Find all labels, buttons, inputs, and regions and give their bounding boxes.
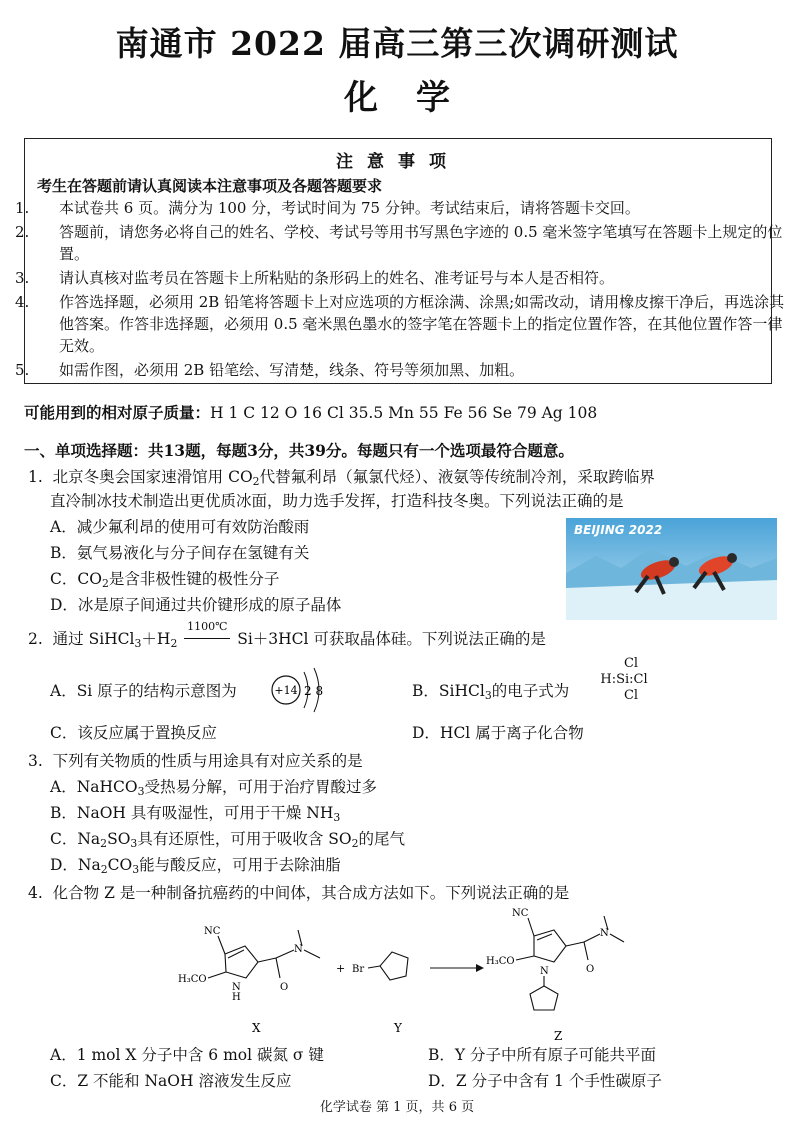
svg-text:N: N: [540, 966, 549, 977]
q4-option-a: A．1 mol X 分子中含 6 mol 碳氮 σ 键: [50, 1046, 324, 1064]
svg-text:Br: Br: [352, 964, 365, 975]
exam-title: 南通市 2022 届高三第三次调研测试: [115, 24, 679, 63]
q3-stem: 3. 下列有关物质的性质与用途具有对应关系的是: [28, 752, 363, 770]
notice-box: [15, 138, 785, 384]
svg-text:N: N: [294, 944, 303, 955]
svg-text:NC: NC: [204, 926, 221, 937]
compound-z-structure: [486, 908, 624, 1042]
q2-option-b: B．SiHCl$_3$的电子式为: [412, 682, 570, 702]
page-footer: 化学试卷 第 1 页，共 6 页: [319, 1100, 475, 1115]
q3-option-b: B．NaOH 具有吸湿性，可用于干燥 $NH_3$: [50, 804, 341, 824]
q4-option-b: B．Y 分子中所有原子可能共平面: [428, 1046, 657, 1064]
svg-text:+: +: [336, 962, 346, 975]
q2-option-a: A．Si 原子的结构示意图为: [50, 682, 237, 700]
q1-option-d: D．冰是原子间通过共价键形成的原子晶体: [50, 596, 342, 614]
q4-option-d: D．Z 分子中含有 1 个手性碳原子: [428, 1072, 662, 1090]
notice-item: 1. 本试卷共 6 页。满分为 100 分，考试时间为 75 分钟。考试结束后，请将答题卡交回。: [15, 199, 640, 217]
beijing-2022-speed-skating-image: [566, 518, 777, 620]
svg-text:N: N: [600, 928, 609, 939]
q2-option-d: D．HCl 属于离子化合物: [412, 724, 584, 742]
svg-text:NC: NC: [512, 908, 529, 919]
q4-option-c: C．Z 不能和 NaOH 溶液发生反应: [50, 1072, 292, 1090]
compound-y-structure: [352, 952, 408, 1035]
q1-option-c: C．$CO_2$是含非极性键的极性分子: [50, 570, 280, 590]
q1-option-b: B．氨气易液化与分子间存在氢键有关: [50, 544, 310, 562]
svg-text:N: N: [232, 982, 241, 993]
section-heading: 一、单项选择题：共13题，每题3分，共39分。每题只有一个选项最符合题意。: [24, 441, 574, 460]
svg-text:BEIJING 2022: BEIJING 2022: [574, 523, 663, 537]
notice-heading: 注意事项: [336, 152, 460, 172]
q2-option-c: C．该反应属于置换反应: [50, 724, 217, 742]
notice-item: 2. 答题前，请您务必将自己的姓名、学校、考试号等用书写黑色字迹的 0.5 毫米签字笔填写在答题卡上规定的位置。: [15, 223, 783, 263]
q2-stem: 2. 通过 $SiHCl_3+H_2$ 1100℃ Si＋3HCl 可获取晶体硅。下列说法正确的是: [28, 628, 546, 655]
svg-text:Z: Z: [554, 1029, 563, 1042]
svg-text:2 8: 2 8: [304, 684, 324, 698]
svg-text:H₃CO: H₃CO: [486, 956, 515, 967]
q1-stem-line2: 直冷制冰技术制造出更优质冰面，助力选手发挥，打造科技冬奥。下列说法正确的是: [50, 492, 624, 510]
notice-item: 5. 如需作图，必须用 2B 铅笔绘、写清楚，线条、符号等须加黑、加粗。: [15, 361, 525, 379]
q2-condition: 1100℃: [187, 620, 228, 633]
svg-text:H₃CO: H₃CO: [178, 974, 207, 985]
sihcl3-electron-formula: Cl H:Si:Cl Cl: [600, 656, 648, 703]
q3-option-a: A．NaHCO$_3$受热易分解，可用于治疗胃酸过多: [50, 778, 378, 798]
si-atom-structure-diagram: [268, 664, 332, 720]
svg-text:+14: +14: [274, 684, 298, 697]
synthesis-scheme: [170, 902, 630, 1046]
compound-x-structure: [178, 926, 320, 1035]
svg-text:X: X: [252, 1021, 261, 1035]
reaction-arrow: [184, 638, 230, 639]
q1-stem: 1. 北京冬奥会国家速滑馆用 $CO_2$代替氟利昂（氟氯代烃）、液氨等传统制冷剂，采取跨临界: [28, 468, 655, 488]
q3-option-d: D．$Na_2CO_3$能与酸反应，可用于去除油脂: [50, 856, 341, 876]
svg-text:O: O: [586, 964, 595, 975]
atomic-masses: 可能用到的相对原子质量：H 1 C 12 O 16 Cl 35.5 Mn 55 Fe 56 Se 79 Ag 108: [24, 403, 598, 422]
svg-text:H: H: [232, 992, 241, 1003]
svg-text:O: O: [280, 982, 289, 993]
notice-subtitle: 考生在答题前请认真阅读本注意事项及各题答题要求: [37, 177, 383, 195]
notice-item: 4. 作答选择题，必须用 2B 铅笔将答题卡上对应选项的方框涂满、涂黑;如需改动，请用橡皮擦干净后，再选涂其他答案。作答非选择题，必须用 0.5 毫米黑色墨水的签字笔在答题卡上的指定位置作答，在其他位置作答一律无效。: [15, 293, 785, 355]
q3-option-c: C．$Na_2SO_3$具有还原性，可用于吸收含 $SO_2$的尾气: [50, 830, 405, 850]
q4-stem: 4. 化合物 Z 是一种制备抗癌药的中间体，其合成方法如下。下列说法正确的是: [28, 884, 570, 902]
q1-option-a: A．减少氟利昂的使用可有效防治酸雨: [50, 518, 310, 536]
svg-text:Y: Y: [394, 1021, 402, 1035]
subject-title: 化学: [344, 78, 488, 118]
notice-item: 3. 请认真核对监考员在答题卡上所粘贴的条形码上的姓名、准考证号与本人是否相符。: [15, 269, 615, 287]
